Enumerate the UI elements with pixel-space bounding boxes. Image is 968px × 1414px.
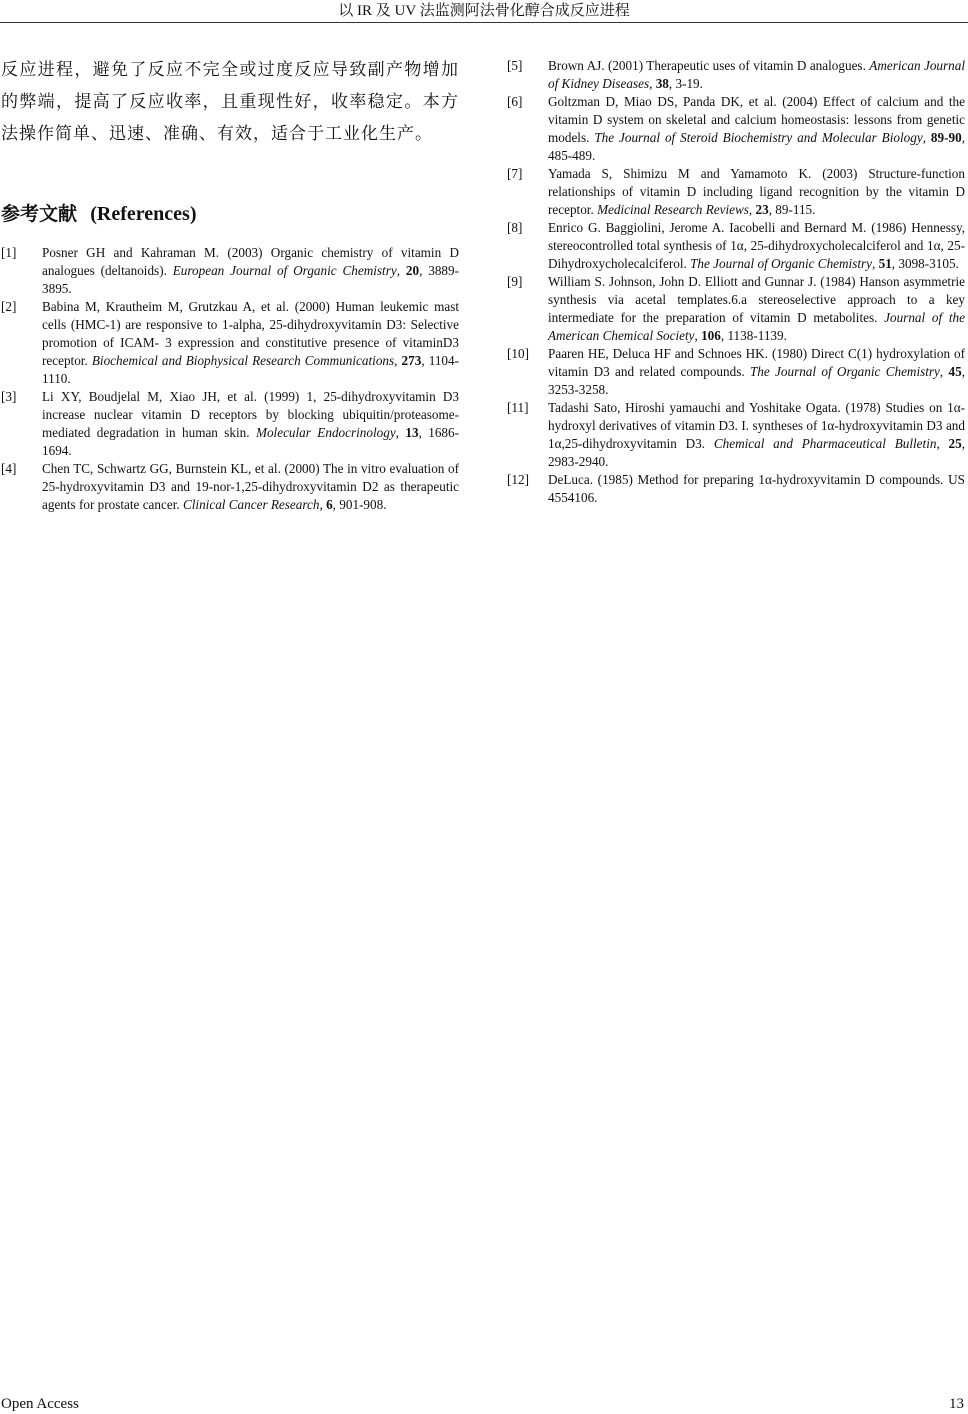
- reference-fragment: Yamada S, Shimizu M and Yamamoto K. (2003) Structure-function relationships of vitamin D including ligand recognition by the vitamin D receptor.: [548, 166, 965, 217]
- reference-number: [11]: [507, 400, 529, 415]
- journal-name: The Journal of Organic Chemistry: [749, 364, 940, 379]
- reference-number: [8]: [507, 220, 523, 235]
- reference-text: [548, 93, 965, 165]
- reference-fragment: Paaren HE, Deluca HF and Schnoes HK. (1980) Direct C(1) hydroxylation of vitamin D3 and related compounds.: [548, 346, 965, 379]
- page-number: 13: [949, 1396, 964, 1412]
- reference-list-left: [1, 244, 459, 514]
- reference-number: [4]: [1, 461, 17, 476]
- reference-fragment: ,: [395, 425, 406, 440]
- reference-fragment: , 2983-2940.: [548, 436, 966, 469]
- journal-name: Molecular Endocrinology: [255, 425, 396, 440]
- reference-fragment: Posner GH and Kahraman M. (2003) Organic chemistry of vitamin D analogues (deltanoids).: [42, 245, 459, 278]
- reference-fragment: , 3253-3258.: [548, 364, 965, 397]
- reference-item: [507, 165, 965, 219]
- volume-number: 13: [405, 425, 419, 440]
- reference-fragment: ,: [936, 436, 949, 451]
- reference-text: [548, 399, 965, 471]
- reference-text: [548, 219, 965, 273]
- reference-fragment: ,: [872, 256, 879, 271]
- reference-number: [1]: [1, 245, 17, 260]
- reference-item: [507, 219, 965, 273]
- reference-fragment: , 1686-1694.: [42, 425, 459, 458]
- reference-fragment: ,: [694, 328, 702, 343]
- reference-fragment: , 3-19.: [668, 76, 703, 91]
- volume-number: 6: [326, 497, 333, 512]
- reference-fragment: DeLuca. (1985) Method for preparing 1α-hydroxyvitamin D compounds. US 4554106.: [548, 472, 965, 505]
- reference-fragment: William S. Johnson, John D. Elliott and Gunnar J. (1984) Hanson asymmetrie synthesis via acetal templates.6.a stereoselective approach to a key intermediate for the preparation of vitamin D metabolites.: [548, 274, 965, 325]
- page-header: 以 IR 及 UV 法监测阿法骨化醇合成反应进程: [338, 3, 630, 19]
- reference-text: [548, 273, 965, 345]
- reference-item: [507, 345, 965, 399]
- reference-fragment: Li XY, Boudjelal M, Xiao JH, et al. (1999) 1, 25-dihydroxyvitamin D3 increase nuclear vitamin D receptors by blocking ubiquitin/proteasome-mediated degradation in human skin.: [42, 389, 459, 440]
- reference-fragment: ,: [748, 202, 756, 217]
- reference-fragment: ,: [394, 353, 402, 368]
- volume-number: 51: [878, 256, 892, 271]
- journal-name: The Journal of Organic Chemistry: [690, 256, 873, 271]
- left-column: [1, 54, 459, 514]
- reference-number: [12]: [507, 472, 529, 487]
- page-footer: [0, 1394, 968, 1414]
- reference-number: [9]: [507, 274, 523, 289]
- volume-number: 38: [655, 76, 669, 91]
- reference-number: [3]: [1, 389, 17, 404]
- reference-fragment: , 3098-3105.: [891, 256, 959, 271]
- reference-item: [507, 57, 965, 93]
- reference-fragment: ,: [319, 497, 327, 512]
- reference-number: [6]: [507, 94, 523, 109]
- journal-name: Medicinal Research Reviews: [597, 202, 749, 217]
- reference-number: [2]: [1, 299, 17, 314]
- references-heading: [1, 200, 459, 228]
- reference-text: [548, 57, 965, 93]
- reference-fragment: Babina M, Krautheim M, Grutzkau A, et al. (2000) Human leukemic mast cells (HMC-1) are responsive to 1-alpha, 25-dihydroxyvitamin D3: Selective promotion of ICAM- 3 expression and constitutive presence of vitaminD3 receptor.: [42, 299, 459, 368]
- reference-fragment: ,: [649, 76, 656, 91]
- references-heading-en: (References): [90, 203, 197, 225]
- intro-paragraph: 反应进程，避免了反应不完全或过度反应导致副产物增加的弊端，提高了反应收率，且重现性好，收率稳定。本方法操作简单、迅速、准确、有效，适合于工业化生产。: [1, 60, 459, 143]
- volume-number: 45: [948, 364, 962, 379]
- reference-text: [548, 471, 965, 507]
- reference-text: [42, 244, 459, 298]
- reference-number: [10]: [507, 346, 529, 361]
- reference-fragment: ,: [939, 364, 949, 379]
- reference-fragment: ,: [922, 130, 931, 145]
- reference-number: [7]: [507, 166, 523, 181]
- reference-item: [1, 388, 459, 460]
- reference-item: [507, 399, 965, 471]
- journal-name: Journal of the American Chemical Society: [548, 310, 965, 343]
- reference-fragment: Tadashi Sato, Hiroshi yamauchi and Yoshitake Ogata. (1978) Studies on 1α-hydroxyl derivatives of vitamin D3. I. syntheses of 1α-hydroxyvitamin D3 and 1α,25-dihydroxyvitamin D3.: [548, 400, 965, 451]
- reference-fragment: , 3889- 3895.: [42, 263, 459, 296]
- reference-fragment: , 1138-1139.: [720, 328, 787, 343]
- reference-number: [5]: [507, 58, 523, 73]
- journal-name: Biochemical and Biophysical Research Communications: [91, 353, 395, 368]
- volume-number: 23: [755, 202, 769, 217]
- reference-fragment: Goltzman D, Miao DS, Panda DK, et al. (2004) Effect of calcium and the vitamin D system on skeletal and calcium homeostasis: lessons from genetic models.: [548, 94, 965, 145]
- reference-item: [1, 298, 459, 388]
- journal-name: American Journal of Kidney Diseases: [548, 58, 965, 91]
- volume-number: 20: [405, 263, 420, 278]
- journal-name: Clinical Cancer Research: [182, 497, 320, 512]
- reference-text: [548, 345, 965, 399]
- reference-text: [42, 298, 459, 388]
- reference-fragment: , 89-115.: [768, 202, 816, 217]
- references-heading-zh: 参考文献: [1, 203, 78, 225]
- volume-number: 25: [948, 436, 962, 451]
- reference-fragment: , 485-489.: [548, 130, 965, 163]
- reference-item: [507, 471, 965, 507]
- reference-item: [1, 244, 459, 298]
- footer-journal-label: Open Access: [1, 1396, 79, 1412]
- reference-fragment: Brown AJ. (2001) Therapeutic uses of vitamin D analogues.: [548, 58, 870, 73]
- journal-name: European Journal of Organic Chemistry: [172, 263, 397, 278]
- reference-list-right: [507, 57, 965, 507]
- journal-name: The Journal of Steroid Biochemistry and Molecular Biology: [594, 130, 923, 145]
- volume-number: 89-90: [930, 130, 962, 145]
- reference-item: [507, 273, 965, 345]
- volume-number: 106: [701, 328, 721, 343]
- reference-item: [1, 460, 459, 514]
- reference-text: [42, 460, 459, 514]
- reference-fragment: ,: [396, 263, 406, 278]
- reference-fragment: , 901-908.: [332, 497, 387, 512]
- header-rule: [0, 22, 968, 23]
- reference-text: [42, 388, 459, 460]
- volume-number: 273: [401, 353, 422, 368]
- reference-fragment: Enrico G. Baggiolini, Jerome A. Iacobelli and Bernard M. (1986) Hennessy, stereocontrolled total synthesis of 1α, 25-dihydroxycholecalciferol and 1α, 25-Dihydroxycholecalciferol.: [548, 220, 965, 271]
- reference-fragment: , 1104-1110.: [42, 353, 459, 386]
- reference-text: [548, 165, 965, 219]
- right-column: [507, 57, 965, 507]
- reference-item: [507, 93, 965, 165]
- reference-fragment: Chen TC, Schwartz GG, Burnstein KL, et al. (2000) The in vitro evaluation of 25-hydroxyvitamin D3 and 19-nor-1,25-dihydroxyvitamin D2 as therapeutic agents for prostate cancer.: [42, 461, 459, 512]
- journal-name: Chemical and Pharmaceutical Bulletin: [713, 436, 937, 451]
